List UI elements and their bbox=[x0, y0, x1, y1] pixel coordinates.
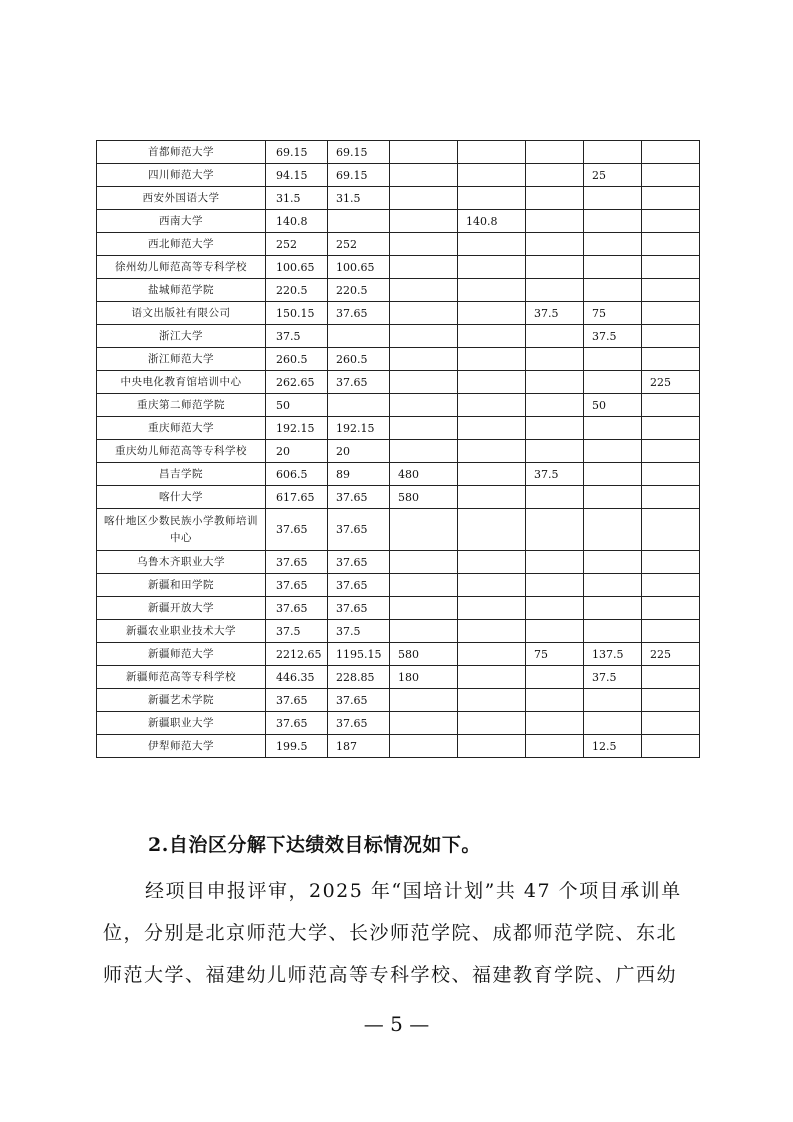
amount-cell bbox=[642, 689, 700, 712]
amount-cell: 37.5 bbox=[526, 463, 584, 486]
amount-cell bbox=[526, 735, 584, 758]
amount-cell bbox=[390, 325, 458, 348]
amount-cell bbox=[390, 141, 458, 164]
amount-cell: 20 bbox=[328, 440, 390, 463]
institution-name-cell: 重庆幼儿师范高等专科学校 bbox=[97, 440, 266, 463]
amount-cell bbox=[642, 417, 700, 440]
table-row bbox=[97, 233, 700, 256]
total-amount-cell: 94.15 bbox=[266, 164, 328, 187]
amount-cell bbox=[390, 210, 458, 233]
table-row bbox=[97, 279, 700, 302]
institution-name-cell: 新疆师范大学 bbox=[97, 643, 266, 666]
institution-name-cell: 徐州幼儿师范高等专科学校 bbox=[97, 256, 266, 279]
table-row bbox=[97, 141, 700, 164]
amount-cell bbox=[390, 417, 458, 440]
section-heading: 2.自治区分解下达绩效目标情况如下。 bbox=[148, 834, 481, 856]
amount-cell bbox=[526, 394, 584, 417]
total-amount-cell: 31.5 bbox=[266, 187, 328, 210]
institution-name-cell: 西北师范大学 bbox=[97, 233, 266, 256]
amount-cell bbox=[390, 279, 458, 302]
amount-cell bbox=[642, 348, 700, 371]
amount-cell: 37.65 bbox=[328, 574, 390, 597]
institution-name-cell: 西安外国语大学 bbox=[97, 187, 266, 210]
amount-cell: 37.65 bbox=[328, 689, 390, 712]
institution-name-cell: 伊犁师范大学 bbox=[97, 735, 266, 758]
table-row bbox=[97, 643, 700, 666]
amount-cell bbox=[642, 666, 700, 689]
table-row bbox=[97, 463, 700, 486]
amount-cell bbox=[584, 210, 642, 233]
institution-name-cell: 喀什地区少数民族小学教师培训中心 bbox=[97, 509, 266, 551]
amount-cell bbox=[390, 164, 458, 187]
institution-name-cell: 首都师范大学 bbox=[97, 141, 266, 164]
amount-cell bbox=[584, 509, 642, 551]
total-amount-cell: 37.5 bbox=[266, 325, 328, 348]
amount-cell bbox=[584, 689, 642, 712]
amount-cell bbox=[642, 302, 700, 325]
amount-cell: 12.5 bbox=[584, 735, 642, 758]
amount-cell bbox=[390, 551, 458, 574]
total-amount-cell: 220.5 bbox=[266, 279, 328, 302]
total-amount-cell: 37.65 bbox=[266, 551, 328, 574]
amount-cell bbox=[584, 233, 642, 256]
amount-cell bbox=[584, 348, 642, 371]
amount-cell: 100.65 bbox=[328, 256, 390, 279]
total-amount-cell: 69.15 bbox=[266, 141, 328, 164]
amount-cell bbox=[642, 712, 700, 735]
total-amount-cell: 50 bbox=[266, 394, 328, 417]
amount-cell bbox=[390, 440, 458, 463]
institution-name-cell: 四川师范大学 bbox=[97, 164, 266, 187]
amount-cell bbox=[642, 735, 700, 758]
amount-cell: 580 bbox=[390, 486, 458, 509]
table-row bbox=[97, 574, 700, 597]
amount-cell bbox=[458, 597, 526, 620]
total-amount-cell: 37.65 bbox=[266, 574, 328, 597]
institution-name-cell: 语文出版社有限公司 bbox=[97, 302, 266, 325]
amount-cell bbox=[458, 463, 526, 486]
amount-cell bbox=[390, 187, 458, 210]
amount-cell bbox=[526, 371, 584, 394]
amount-cell: 1195.15 bbox=[328, 643, 390, 666]
total-amount-cell: 252 bbox=[266, 233, 328, 256]
table-row bbox=[97, 394, 700, 417]
institution-name-cell: 新疆和田学院 bbox=[97, 574, 266, 597]
amount-cell: 220.5 bbox=[328, 279, 390, 302]
amount-cell bbox=[526, 486, 584, 509]
amount-cell bbox=[526, 712, 584, 735]
total-amount-cell: 100.65 bbox=[266, 256, 328, 279]
amount-cell: 37.65 bbox=[328, 509, 390, 551]
amount-cell: 37.65 bbox=[328, 371, 390, 394]
table-row bbox=[97, 440, 700, 463]
amount-cell bbox=[584, 620, 642, 643]
amount-cell bbox=[526, 689, 584, 712]
table-row bbox=[97, 348, 700, 371]
total-amount-cell: 606.5 bbox=[266, 463, 328, 486]
amount-cell bbox=[642, 233, 700, 256]
table-row bbox=[97, 620, 700, 643]
amount-cell bbox=[390, 597, 458, 620]
amount-cell bbox=[584, 187, 642, 210]
total-amount-cell: 617.65 bbox=[266, 486, 328, 509]
amount-cell bbox=[390, 348, 458, 371]
amount-cell bbox=[458, 712, 526, 735]
table-row bbox=[97, 666, 700, 689]
total-amount-cell: 192.15 bbox=[266, 417, 328, 440]
amount-cell bbox=[526, 417, 584, 440]
amount-cell bbox=[526, 551, 584, 574]
allocation-table-container bbox=[96, 140, 699, 758]
amount-cell bbox=[458, 302, 526, 325]
amount-cell bbox=[526, 348, 584, 371]
institution-name-cell: 浙江师范大学 bbox=[97, 348, 266, 371]
amount-cell bbox=[584, 417, 642, 440]
amount-cell bbox=[526, 256, 584, 279]
amount-cell bbox=[642, 486, 700, 509]
institution-name-cell: 新疆职业大学 bbox=[97, 712, 266, 735]
amount-cell: 89 bbox=[328, 463, 390, 486]
total-amount-cell: 37.5 bbox=[266, 620, 328, 643]
table-row bbox=[97, 302, 700, 325]
institution-name-cell: 新疆农业职业技术大学 bbox=[97, 620, 266, 643]
amount-cell: 225 bbox=[642, 371, 700, 394]
amount-cell bbox=[458, 486, 526, 509]
amount-cell bbox=[390, 509, 458, 551]
amount-cell bbox=[458, 735, 526, 758]
amount-cell bbox=[390, 712, 458, 735]
amount-cell bbox=[458, 666, 526, 689]
amount-cell bbox=[642, 509, 700, 551]
amount-cell bbox=[642, 164, 700, 187]
amount-cell bbox=[328, 394, 390, 417]
total-amount-cell: 262.65 bbox=[266, 371, 328, 394]
amount-cell: 37.5 bbox=[584, 666, 642, 689]
amount-cell bbox=[642, 141, 700, 164]
amount-cell bbox=[390, 574, 458, 597]
table-row bbox=[97, 325, 700, 348]
amount-cell: 180 bbox=[390, 666, 458, 689]
amount-cell: 25 bbox=[584, 164, 642, 187]
amount-cell bbox=[584, 712, 642, 735]
amount-cell bbox=[458, 348, 526, 371]
table-row bbox=[97, 551, 700, 574]
amount-cell bbox=[526, 187, 584, 210]
amount-cell: 192.15 bbox=[328, 417, 390, 440]
table-row bbox=[97, 597, 700, 620]
amount-cell bbox=[390, 394, 458, 417]
total-amount-cell: 140.8 bbox=[266, 210, 328, 233]
institution-name-cell: 新疆开放大学 bbox=[97, 597, 266, 620]
amount-cell bbox=[526, 210, 584, 233]
amount-cell bbox=[642, 279, 700, 302]
amount-cell bbox=[390, 256, 458, 279]
amount-cell bbox=[584, 141, 642, 164]
page-number: — 5 — bbox=[363, 1012, 430, 1036]
amount-cell bbox=[328, 325, 390, 348]
amount-cell bbox=[526, 279, 584, 302]
amount-cell bbox=[584, 279, 642, 302]
total-amount-cell: 20 bbox=[266, 440, 328, 463]
amount-cell: 50 bbox=[584, 394, 642, 417]
allocation-table bbox=[96, 140, 700, 758]
amount-cell bbox=[526, 597, 584, 620]
amount-cell: 480 bbox=[390, 463, 458, 486]
amount-cell bbox=[390, 735, 458, 758]
paragraph-line: 位，分别是北京师范大学、长沙师范学院、成都师范学院、东北 bbox=[103, 922, 678, 944]
amount-cell bbox=[642, 394, 700, 417]
amount-cell: 75 bbox=[526, 643, 584, 666]
table-row bbox=[97, 210, 700, 233]
amount-cell: 37.65 bbox=[328, 597, 390, 620]
table-row bbox=[97, 735, 700, 758]
amount-cell bbox=[642, 210, 700, 233]
amount-cell: 37.5 bbox=[328, 620, 390, 643]
amount-cell bbox=[526, 620, 584, 643]
total-amount-cell: 150.15 bbox=[266, 302, 328, 325]
amount-cell bbox=[458, 256, 526, 279]
amount-cell bbox=[526, 141, 584, 164]
institution-name-cell: 喀什大学 bbox=[97, 486, 266, 509]
amount-cell bbox=[458, 417, 526, 440]
amount-cell bbox=[458, 233, 526, 256]
amount-cell bbox=[458, 551, 526, 574]
amount-cell bbox=[458, 643, 526, 666]
amount-cell: 37.65 bbox=[328, 712, 390, 735]
table-row bbox=[97, 371, 700, 394]
amount-cell bbox=[458, 574, 526, 597]
amount-cell bbox=[642, 256, 700, 279]
table-row bbox=[97, 187, 700, 210]
amount-cell bbox=[642, 463, 700, 486]
amount-cell bbox=[642, 551, 700, 574]
institution-name-cell: 新疆艺术学院 bbox=[97, 689, 266, 712]
amount-cell: 31.5 bbox=[328, 187, 390, 210]
amount-cell bbox=[390, 371, 458, 394]
amount-cell bbox=[584, 597, 642, 620]
amount-cell bbox=[458, 279, 526, 302]
amount-cell: 225 bbox=[642, 643, 700, 666]
amount-cell bbox=[390, 620, 458, 643]
amount-cell bbox=[526, 666, 584, 689]
amount-cell bbox=[526, 509, 584, 551]
amount-cell: 37.65 bbox=[328, 302, 390, 325]
amount-cell bbox=[526, 325, 584, 348]
amount-cell bbox=[390, 689, 458, 712]
total-amount-cell: 37.65 bbox=[266, 597, 328, 620]
total-amount-cell: 260.5 bbox=[266, 348, 328, 371]
amount-cell: 252 bbox=[328, 233, 390, 256]
amount-cell bbox=[458, 325, 526, 348]
amount-cell bbox=[458, 440, 526, 463]
amount-cell bbox=[390, 233, 458, 256]
amount-cell bbox=[458, 689, 526, 712]
amount-cell: 140.8 bbox=[458, 210, 526, 233]
paragraph-line: 经项目申报评审，2025 年“国培计划”共 47 个项目承训单 bbox=[145, 880, 682, 902]
amount-cell bbox=[458, 509, 526, 551]
amount-cell: 187 bbox=[328, 735, 390, 758]
amount-cell bbox=[642, 597, 700, 620]
amount-cell: 37.65 bbox=[328, 486, 390, 509]
amount-cell bbox=[458, 371, 526, 394]
institution-name-cell: 中央电化教育馆培训中心 bbox=[97, 371, 266, 394]
table-row bbox=[97, 712, 700, 735]
amount-cell bbox=[458, 187, 526, 210]
amount-cell bbox=[458, 620, 526, 643]
paragraph-line: 师范大学、福建幼儿师范高等专科学校、福建教育学院、广西幼 bbox=[103, 964, 678, 986]
table-row bbox=[97, 164, 700, 187]
amount-cell: 37.5 bbox=[526, 302, 584, 325]
total-amount-cell: 199.5 bbox=[266, 735, 328, 758]
table-row bbox=[97, 689, 700, 712]
amount-cell: 228.85 bbox=[328, 666, 390, 689]
amount-cell bbox=[526, 440, 584, 463]
table-row bbox=[97, 417, 700, 440]
amount-cell bbox=[584, 486, 642, 509]
amount-cell bbox=[458, 141, 526, 164]
table-row bbox=[97, 486, 700, 509]
total-amount-cell: 37.65 bbox=[266, 689, 328, 712]
amount-cell: 37.5 bbox=[584, 325, 642, 348]
table-row bbox=[97, 256, 700, 279]
amount-cell bbox=[390, 302, 458, 325]
amount-cell bbox=[642, 187, 700, 210]
amount-cell bbox=[328, 210, 390, 233]
institution-name-cell: 盐城师范学院 bbox=[97, 279, 266, 302]
table-body bbox=[97, 141, 700, 758]
amount-cell bbox=[458, 394, 526, 417]
institution-name-cell: 重庆第二师范学院 bbox=[97, 394, 266, 417]
institution-name-cell: 重庆师范大学 bbox=[97, 417, 266, 440]
amount-cell bbox=[584, 371, 642, 394]
amount-cell bbox=[642, 620, 700, 643]
amount-cell bbox=[584, 256, 642, 279]
institution-name-cell: 昌吉学院 bbox=[97, 463, 266, 486]
amount-cell: 580 bbox=[390, 643, 458, 666]
institution-name-cell: 乌鲁木齐职业大学 bbox=[97, 551, 266, 574]
institution-name-cell: 西南大学 bbox=[97, 210, 266, 233]
body-paragraph bbox=[103, 870, 693, 996]
amount-cell bbox=[458, 164, 526, 187]
amount-cell bbox=[526, 233, 584, 256]
amount-cell bbox=[584, 440, 642, 463]
amount-cell bbox=[584, 551, 642, 574]
total-amount-cell: 37.65 bbox=[266, 712, 328, 735]
amount-cell bbox=[584, 463, 642, 486]
total-amount-cell: 446.35 bbox=[266, 666, 328, 689]
amount-cell bbox=[526, 164, 584, 187]
amount-cell: 37.65 bbox=[328, 551, 390, 574]
table-row bbox=[97, 509, 700, 551]
total-amount-cell: 37.65 bbox=[266, 509, 328, 551]
amount-cell bbox=[584, 574, 642, 597]
institution-name-cell: 新疆师范高等专科学校 bbox=[97, 666, 266, 689]
amount-cell: 69.15 bbox=[328, 164, 390, 187]
amount-cell: 137.5 bbox=[584, 643, 642, 666]
amount-cell bbox=[642, 440, 700, 463]
amount-cell bbox=[642, 574, 700, 597]
amount-cell bbox=[642, 325, 700, 348]
total-amount-cell: 2212.65 bbox=[266, 643, 328, 666]
amount-cell bbox=[526, 574, 584, 597]
amount-cell: 69.15 bbox=[328, 141, 390, 164]
amount-cell: 260.5 bbox=[328, 348, 390, 371]
institution-name-cell: 浙江大学 bbox=[97, 325, 266, 348]
amount-cell: 75 bbox=[584, 302, 642, 325]
